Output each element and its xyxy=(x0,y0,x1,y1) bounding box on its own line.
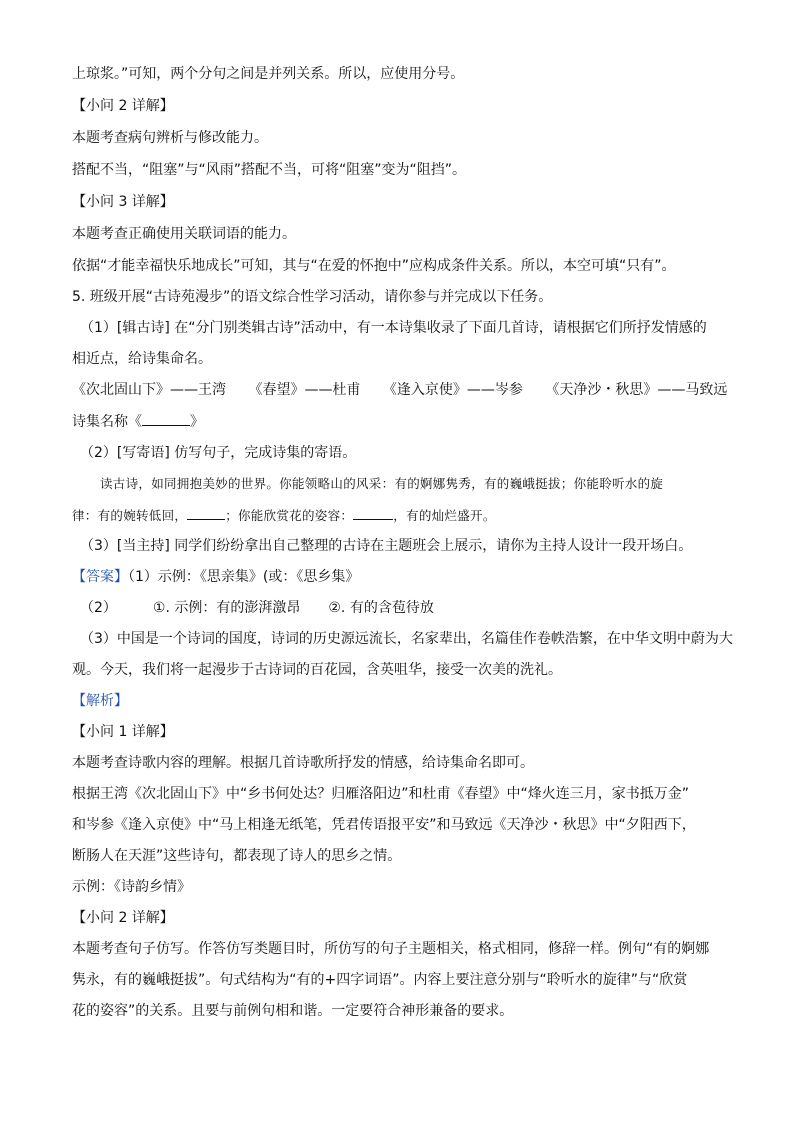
text-line: 本题考查句子仿写。作答仿写类题目时，所仿写的句子主题相关，格式相同，修辞一样。例句“有的婀娜 xyxy=(72,941,710,957)
answer-text: ①. 示例：有的澎湃激昂 xyxy=(152,600,301,616)
question-title: 5. 班级开展“古诗苑漫步”的语文综合性学习活动，请你参与并完成以下任务。 xyxy=(72,289,553,305)
text-line: 上琼浆。”可知，两个分句之间是并列关系。所以，应使用分号。 xyxy=(72,66,465,82)
poem-item: 《次北固山下》——王湾 xyxy=(72,382,226,398)
collection-name-label: 诗集名称《 xyxy=(72,414,142,430)
text-line: 本题考查病句辨析与修改能力。 xyxy=(72,130,268,146)
poem-list xyxy=(72,380,727,400)
text-line: 搭配不当，“阻塞”与“风雨”搭配不当，可将“阻塞”变为“阻挡”。 xyxy=(72,162,467,178)
text-line: 隽永，有的巍峨挺拔”。句式结构为“有的+四字词语”。内容上要注意分别与“聆听水的旋律”与“欣赏 xyxy=(72,972,688,988)
collection-name-close: 》 xyxy=(190,414,204,430)
text-line: 和岑参《逢入京使》中“马上相逢无纸笔，凭君传语报平安”和马致远《天净沙・秋思》中“夕阳西下， xyxy=(72,817,696,833)
text-line: 依据“才能幸福快乐地成长”可知，其与“在爱的怀抱中”应构成条件关系。所以，本空可填“只有”。 xyxy=(72,258,676,274)
text-line: 根据王湾《次北固山下》中“乡书何处达？归雁洛阳边”和杜甫《春望》中“烽火连三月，家书抵万金” xyxy=(72,786,690,802)
question-text: 相近点，给诗集命名。 xyxy=(72,351,212,367)
text-line: 示例：《诗韵乡情》 xyxy=(72,879,191,895)
answer-blank xyxy=(142,411,190,426)
section-heading: 【小问 1 详解】 xyxy=(72,724,174,740)
analysis-label: 【解析】 xyxy=(72,693,128,709)
text-line: 本题考查诗歌内容的理解。根据几首诗歌所抒发的情感，给诗集命名即可。 xyxy=(72,755,534,771)
poem-item: 《逢入京使》——岑参 xyxy=(382,382,523,398)
question-text: （2）[写寄语] 仿写句子，完成诗集的寄语。 xyxy=(80,445,357,461)
poem-item: 《天净沙・秋思》——马致远 xyxy=(545,382,728,398)
answer-label: 【答案】 xyxy=(72,569,128,585)
answer-text: 观。今天，我们将一起漫步于古诗词的百花园，含英咀华，接受一次美的洗礼。 xyxy=(72,662,562,678)
question-text: （3）[当主持] 同学们纷纷拿出自己整理的古诗在主题班会上展示，请你为主持人设计一段开场白。 xyxy=(80,538,693,554)
question-text: （1）[辑古诗] 在“分门别类辑古诗”活动中，有一本诗集收录了下面几首诗，请根据它们所抒发情感的 xyxy=(80,320,707,336)
answer-blank xyxy=(187,505,225,520)
answer-line xyxy=(72,567,359,587)
answer-text: （1）示例：《思亲集》(或：《思乡集》 xyxy=(128,569,360,585)
message-text: 读古诗，如同拥抱美妙的世界。你能领略山的风采：有的婀娜隽秀，有的巍峨挺拔；你能聆听水的旋 xyxy=(100,476,664,491)
answer-text: （3）中国是一个诗词的国度，诗词的历史源远流长，名家辈出，名篇佳作卷帙浩繁，在中华文明中蔚为大 xyxy=(80,631,733,647)
answer-number: （2） xyxy=(80,600,117,616)
poem-item: 《春望》——杜甫 xyxy=(248,382,361,398)
message-part: 律：有的婉转低回， xyxy=(72,508,188,523)
section-heading: 【小问 2 详解】 xyxy=(72,910,174,926)
answer-line xyxy=(80,598,434,618)
message-text-cont xyxy=(72,505,496,526)
text-line: 断肠人在天涯”这些诗句，都表现了诗人的思乡之情。 xyxy=(72,848,402,864)
text-line: 本题考查正确使用关联词语的能力。 xyxy=(72,226,296,242)
answer-text: ②. 有的含苞待放 xyxy=(328,600,434,616)
section-heading: 【小问 2 详解】 xyxy=(72,98,174,114)
section-heading: 【小问 3 详解】 xyxy=(72,194,174,210)
collection-name-line xyxy=(72,411,204,432)
answer-blank xyxy=(353,505,393,520)
text-line: 花的姿容”的关系。且要与前例句相和谐。一定要符合神形兼备的要求。 xyxy=(72,1003,514,1019)
message-part: ；你能欣赏花的姿容： xyxy=(225,508,354,523)
message-part: ，有的灿烂盛开。 xyxy=(393,508,496,523)
